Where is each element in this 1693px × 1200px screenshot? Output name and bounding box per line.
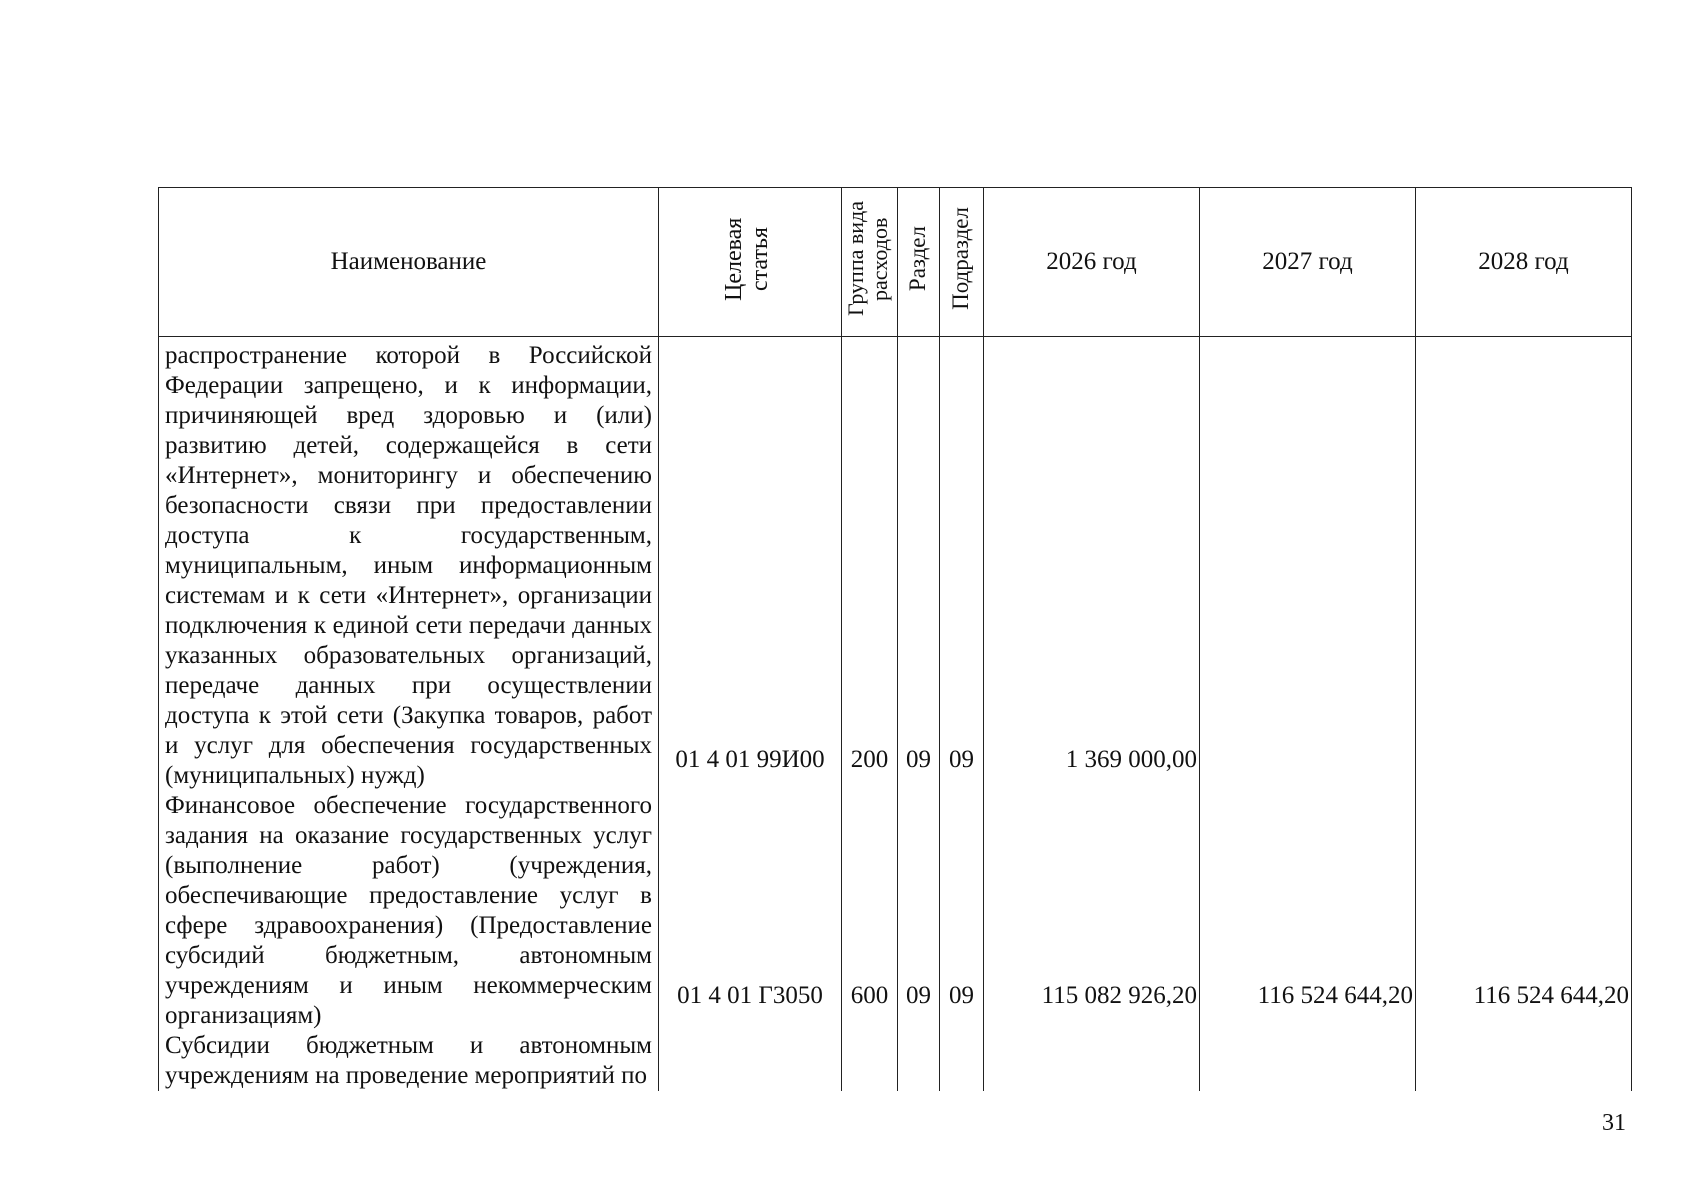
row-target-article: 01 4 01 99И00 (675, 746, 825, 773)
year-2-column (1200, 337, 1416, 1092)
row-expense-group: 200 (850, 746, 889, 773)
row-target-article: 01 4 01 Г3050 (677, 982, 823, 1009)
row-year-3-amount: 116 524 644,20 (1473, 982, 1629, 1009)
row-section: 09 (906, 982, 931, 1009)
row-subsection: 09 (949, 746, 974, 773)
header-expense-group-label: Группа вида расходов (842, 201, 892, 316)
page-number: 31 (1602, 1110, 1626, 1136)
header-target-article (659, 188, 842, 337)
table-body-row (159, 337, 1632, 1092)
year-3-column (1416, 337, 1632, 1092)
row-year-2-amount: 116 524 644,20 (1257, 982, 1413, 1009)
expense-group-column (842, 337, 898, 1092)
table-header-row (159, 188, 1632, 337)
header-expense-group (842, 188, 898, 337)
header-year-1 (984, 188, 1200, 337)
target-article-column (659, 337, 842, 1092)
row-name: Субсидии бюджетным и автономным учреждениям на проведение мероприятий по (165, 1032, 652, 1089)
row-expense-group: 600 (850, 982, 889, 1009)
header-year-2-label: 2027 год (1262, 248, 1353, 275)
row-name: распространение которой в Российской Федерации запрещено, и к информации, причиняющей вред здоровью и (или) развитию детей, содержащейся в сети «Интернет», мониторингу и обеспечению безопасности связи при предоставлении доступа к государственным, муниципальным, иным информационным системам и к сети «Интернет», организации подключения к единой сети передачи данных указанных образовательных организаций, передаче данных при осуществлении доступа к этой сети (Закупка товаров, работ и услуг для обеспечения государственных (муниципальных) нужд) (165, 342, 652, 789)
header-target-article-label: Целевая статья (721, 216, 773, 301)
header-subsection-label: Подраздел (948, 207, 974, 310)
header-year-2 (1200, 188, 1416, 337)
year-1-column (984, 337, 1200, 1092)
header-year-3-label: 2028 год (1478, 248, 1569, 275)
header-section (898, 188, 940, 337)
name-column (159, 337, 659, 1092)
header-subsection (940, 188, 984, 337)
subsection-column (940, 337, 984, 1092)
row-year-1-amount: 115 082 926,20 (1041, 982, 1197, 1009)
section-column (898, 337, 940, 1092)
row-subsection: 09 (949, 982, 974, 1009)
row-section: 09 (906, 746, 931, 773)
header-name-label: Наименование (330, 248, 487, 275)
budget-table (158, 187, 1632, 1091)
header-year-1-label: 2026 год (1046, 248, 1137, 275)
row-year-1-amount: 1 369 000,00 (1065, 746, 1197, 773)
header-year-3 (1416, 188, 1632, 337)
row-name: Финансовое обеспечение государственного задания на оказание государственных услуг (выполнение работ) (учреждения, обеспечивающие предоставление услуг в сфере здравоохранения) (Предоставление субсидий бюджетным, автономным учреждениям и иным некоммерческим организациям) (165, 792, 652, 1029)
header-name (159, 188, 659, 337)
header-section-label: Раздел (905, 225, 931, 292)
